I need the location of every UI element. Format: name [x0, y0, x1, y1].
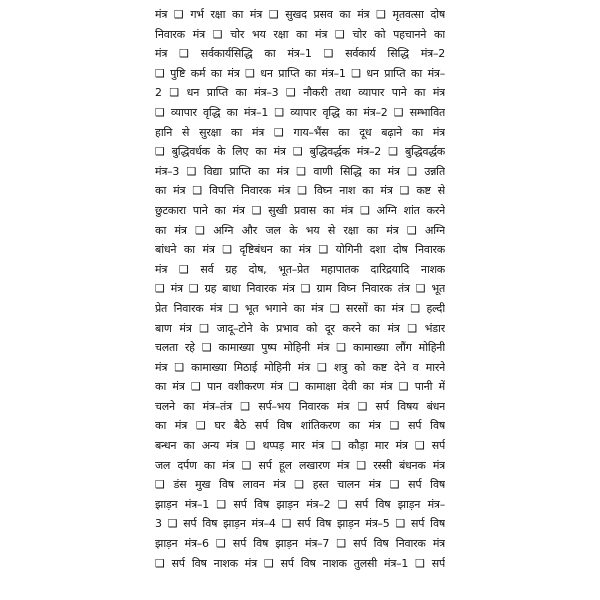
text-line: हानि से सुरक्षा का मंत्र ❑ गाय–भैंस का दूध बढ़ाने का मंत्र	[155, 125, 445, 139]
text-line: ❑ पुष्टि कर्म का मंत्र ❑ धन प्राप्ति का मंत्र–1 ❑ धन प्राप्ति का मंत्र–	[155, 66, 445, 80]
mantra-index-text	[155, 5, 445, 595]
text-line: झाड़न मंत्र–6 ❑ सर्प विष झाड़न मंत्र–7 ❑ सर्प विष निवारक मंत्र	[155, 537, 445, 551]
text-line: झाड़न मंत्र–1 ❑ सर्प विष झाड़न मंत्र–2 ❑ सर्प विष झाड़न मंत्र–	[155, 497, 445, 511]
text-line: 3 ❑ सर्प विष झाड़न मंत्र–4 ❑ सर्प विष झाड़न मंत्र–5 ❑ सर्प विष	[155, 517, 445, 531]
text-line: मंत्र ❑ सर्वकार्यसिद्धि का मंत्र–1 ❑ सर्वकार्य सिद्धि मंत्र–2	[155, 47, 445, 61]
text-line: का मंत्र ❑ अग्नि और जल के भय से रक्षा का मंत्र ❑ अग्नि	[155, 223, 445, 237]
text-line: मंत्र ❑ सर्व ग्रह दोष, भूत–प्रेत महापातक दारिद्रयादि नाशक	[155, 262, 445, 276]
text-line: ❑ डंस मुख विष लावन मंत्र ❑ हस्त चालन मंत्र ❑ सर्प विष	[155, 478, 445, 492]
text-line: जल दर्पण का मंत्र ❑ सर्प हूल लखारण मंत्र ❑ रस्सी बंधनक मंत्र	[155, 458, 445, 472]
text-line: मंत्र ❑ कामाख्या मिठाई मोहिनी मंत्र ❑ शत्रु को कष्ट देने व मारने	[155, 360, 445, 374]
text-line: बांधने का मंत्र ❑ दृष्टिबंधन का मंत्र ❑ योगिनी दशा दोष निवारक	[155, 243, 445, 257]
text-line: ❑ मंत्र ❑ ग्रह बाधा निवारक मंत्र ❑ ग्राम विघ्न निवारक तंत्र ❑ भूत	[155, 282, 445, 296]
text-line: का मंत्र ❑ विपत्ति निवारक मंत्र ❑ विघ्न नाश का मंत्र ❑ कष्ट से	[155, 184, 445, 198]
text-line: मंत्र–3 ❑ विद्या प्राप्ति का मंत्र ❑ वाणी सिद्धि का मंत्र ❑ उन्नति	[155, 164, 445, 178]
text-line: का मंत्र ❑ पान वशीकरण मंत्र ❑ कामाक्षा देवी का मंत्र ❑ पानी में	[155, 380, 445, 394]
text-line: बन्धन का अन्य मंत्र ❑ थप्पड़ मार मंत्र ❑ कौड़ा मार मंत्र ❑ सर्प	[155, 439, 445, 453]
text-line: चलता रहे ❑ कामाख्या पुष्प मोहिनी मंत्र ❑ कामाख्या लौंग मोहिनी	[155, 341, 445, 355]
text-line: चलने का मंत्र–तंत्र ❑ सर्प–भय निवारक मंत्र ❑ सर्प विषय बंधन	[155, 399, 445, 413]
text-line: ❑ बुद्धिवर्धक के लिए का मंत्र ❑ बुद्धिवर्द्धक मंत्र–2 ❑ बुद्धिवर्द्धक	[155, 145, 445, 159]
text-line: 2 ❑ धन प्राप्ति का मंत्र–3 ❑ नौकरी तथा व्यापार पाने का मंत्र	[155, 86, 445, 100]
text-line: मंत्र ❑ गर्भ रक्षा का मंत्र ❑ सुखद प्रसव का मंत्र ❑ मृतवत्सा दोष	[155, 8, 445, 21]
text-line: बाण मंत्र ❑ जादू–टोने के प्रभाव को दूर करने का मंत्र ❑ भंडार	[155, 321, 445, 335]
text-line: प्रेत निवारक मंत्र ❑ भूत भगाने का मंत्र ❑ सरसों का मंत्र ❑ हल्दी	[155, 301, 445, 315]
text-line: ❑ सर्प विष नाशक मंत्र ❑ सर्प विष नाशक तुलसी मंत्र–1 ❑ सर्प	[155, 556, 445, 570]
text-line: का मंत्र ❑ घर बैठे सर्प विष शांतिकरण का मंत्र ❑ सर्प विष	[155, 419, 445, 433]
text-line: निवारक मंत्र ❑ चोर भय रक्षा का मंत्र ❑ चोर को पहचानने का	[155, 27, 445, 41]
text-line: छुटकारा पाने का मंत्र ❑ सुखी प्रवास का मंत्र ❑ अग्नि शांत करने	[155, 203, 445, 217]
text-line: ❑ व्यापार वृद्धि का मंत्र–1 ❑ व्यापार वृद्धि का मंत्र–2 ❑ सम्भावित	[155, 105, 445, 119]
